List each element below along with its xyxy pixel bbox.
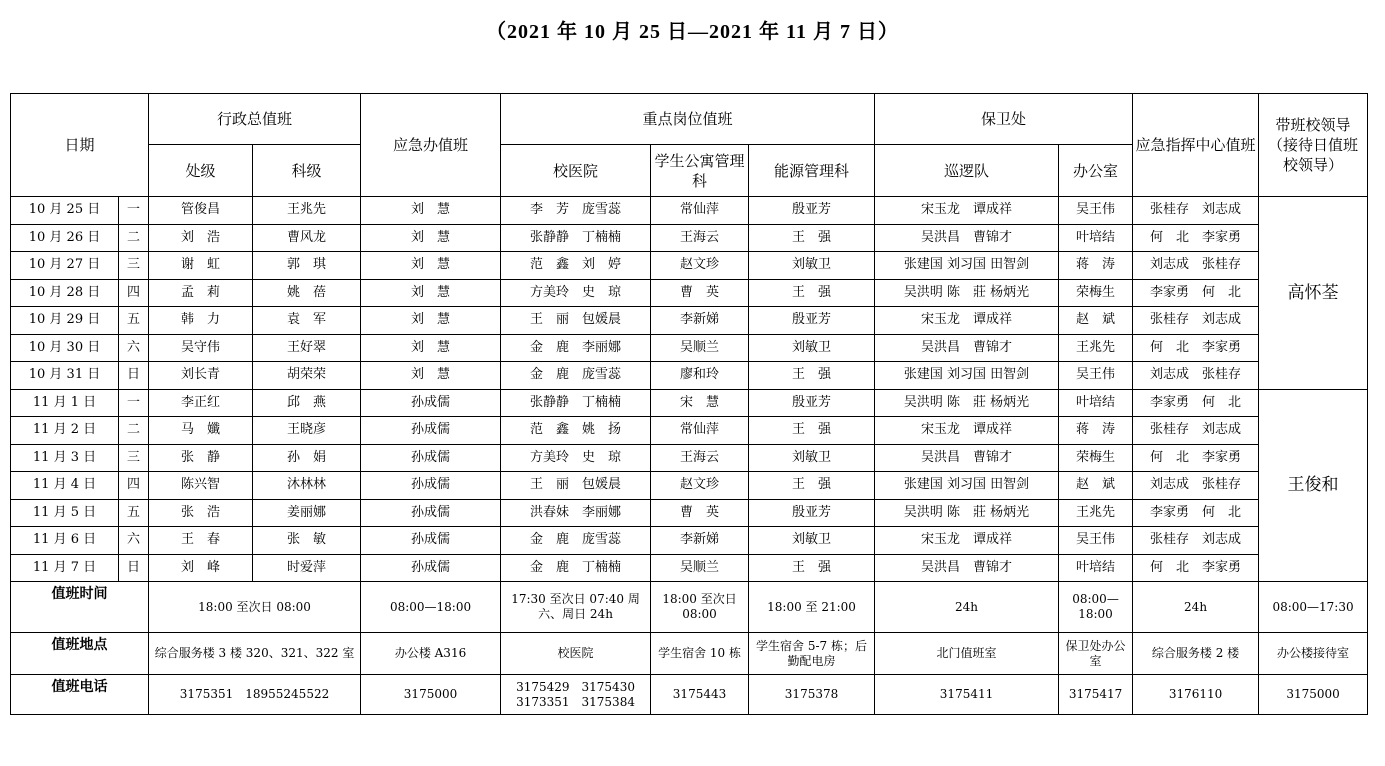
emergency-cell: 刘 慧	[361, 362, 501, 390]
admin-chu-cell: 陈兴智	[149, 472, 253, 500]
dorm-cell: 常仙萍	[651, 197, 749, 225]
patrol-cell: 张建国 刘习国 田智剑	[875, 472, 1059, 500]
energy-cell: 王 强	[749, 554, 875, 582]
footer-place-patrol: 北门值班室	[875, 633, 1059, 675]
table-row	[11, 197, 1368, 225]
admin-ke-cell: 王晓彦	[253, 417, 361, 445]
admin-chu-cell: 管俊昌	[149, 197, 253, 225]
admin-ke-cell: 王好翠	[253, 334, 361, 362]
patrol-cell: 吴洪明 陈 莊 杨炳光	[875, 279, 1059, 307]
admin-chu-cell: 孟 莉	[149, 279, 253, 307]
weekday-cell: 日	[119, 554, 149, 582]
dorm-cell: 曹 英	[651, 279, 749, 307]
footer-row-time	[11, 582, 1368, 633]
clinic-cell: 金 鹿 庞雪蕊	[501, 527, 651, 555]
admin-ke-cell: 张 敏	[253, 527, 361, 555]
date-cell: 10 月 29 日	[11, 307, 119, 335]
office-cell: 蒋 涛	[1059, 252, 1133, 280]
admin-ke-cell: 袁 军	[253, 307, 361, 335]
footer-phone-office: 3175417	[1059, 675, 1133, 715]
emergency-cell: 孙成儒	[361, 527, 501, 555]
patrol-cell: 吴洪明 陈 莊 杨炳光	[875, 499, 1059, 527]
footer-time-patrol: 24h	[875, 582, 1059, 633]
patrol-cell: 宋玉龙 谭成祥	[875, 197, 1059, 225]
patrol-cell: 张建国 刘习国 田智剑	[875, 252, 1059, 280]
footer-place-label: 值班地点	[11, 633, 149, 675]
emergency-cell: 刘 慧	[361, 197, 501, 225]
command-cell: 刘志成 张桂存	[1133, 362, 1259, 390]
emergency-cell: 刘 慧	[361, 279, 501, 307]
header-key-post-group: 重点岗位值班	[501, 94, 875, 145]
date-cell: 11 月 6 日	[11, 527, 119, 555]
office-cell: 叶培结	[1059, 554, 1133, 582]
table-row	[11, 334, 1368, 362]
footer-phone-leader: 3175000	[1259, 675, 1368, 715]
emergency-cell: 刘 慧	[361, 307, 501, 335]
command-cell: 李家勇 何 北	[1133, 499, 1259, 527]
command-cell: 李家勇 何 北	[1133, 279, 1259, 307]
command-cell: 何 北 李家勇	[1133, 224, 1259, 252]
footer-time-energy: 18:00 至 21:00	[749, 582, 875, 633]
admin-chu-cell: 张 静	[149, 444, 253, 472]
weekday-cell: 四	[119, 472, 149, 500]
dorm-cell: 王海云	[651, 444, 749, 472]
emergency-cell: 刘 慧	[361, 252, 501, 280]
command-cell: 刘志成 张桂存	[1133, 472, 1259, 500]
patrol-cell: 吴洪昌 曹锦才	[875, 554, 1059, 582]
admin-chu-cell: 刘 峰	[149, 554, 253, 582]
energy-cell: 殷亚芳	[749, 389, 875, 417]
date-cell: 11 月 3 日	[11, 444, 119, 472]
command-cell: 何 北 李家勇	[1133, 554, 1259, 582]
footer-place-energy: 学生宿舍 5-7 栋；后勤配电房	[749, 633, 875, 675]
energy-cell: 王 强	[749, 472, 875, 500]
weekday-cell: 一	[119, 197, 149, 225]
emergency-cell: 孙成儒	[361, 389, 501, 417]
office-cell: 荣梅生	[1059, 279, 1133, 307]
emergency-cell: 孙成儒	[361, 417, 501, 445]
weekday-cell: 日	[119, 362, 149, 390]
emergency-cell: 孙成儒	[361, 472, 501, 500]
admin-ke-cell: 邱 燕	[253, 389, 361, 417]
dorm-cell: 王海云	[651, 224, 749, 252]
office-cell: 赵 斌	[1059, 472, 1133, 500]
emergency-cell: 孙成儒	[361, 499, 501, 527]
weekday-cell: 六	[119, 334, 149, 362]
table-row	[11, 472, 1368, 500]
office-cell: 叶培结	[1059, 224, 1133, 252]
energy-cell: 殷亚芳	[749, 499, 875, 527]
table-row	[11, 252, 1368, 280]
footer-row-place	[11, 633, 1368, 675]
footer-phone-label: 值班电话	[11, 675, 149, 715]
dorm-cell: 吴顺兰	[651, 554, 749, 582]
weekday-cell: 五	[119, 499, 149, 527]
energy-cell: 王 强	[749, 417, 875, 445]
footer-time-label: 值班时间	[11, 582, 149, 633]
date-cell: 11 月 7 日	[11, 554, 119, 582]
admin-chu-cell: 吴守伟	[149, 334, 253, 362]
table-row	[11, 224, 1368, 252]
footer-time-admin: 18:00 至次日 08:00	[149, 582, 361, 633]
weekday-cell: 一	[119, 389, 149, 417]
admin-chu-cell: 张 浩	[149, 499, 253, 527]
admin-ke-cell: 曹风龙	[253, 224, 361, 252]
table-row	[11, 527, 1368, 555]
footer-time-clinic: 17:30 至次日 07:40 周六、周日 24h	[501, 582, 651, 633]
footer-time-dorm: 18:00 至次日 08:00	[651, 582, 749, 633]
admin-chu-cell: 谢 虹	[149, 252, 253, 280]
energy-cell: 王 强	[749, 279, 875, 307]
command-cell: 刘志成 张桂存	[1133, 252, 1259, 280]
footer-place-clinic: 校医院	[501, 633, 651, 675]
table-row	[11, 444, 1368, 472]
clinic-cell: 金 鹿 丁楠楠	[501, 554, 651, 582]
date-cell: 11 月 4 日	[11, 472, 119, 500]
energy-cell: 王 强	[749, 224, 875, 252]
footer-phone-patrol: 3175411	[875, 675, 1059, 715]
header-security-group: 保卫处	[875, 94, 1133, 145]
duty-schedule-table	[10, 93, 1368, 715]
clinic-cell: 王 丽 包媛晨	[501, 307, 651, 335]
dorm-cell: 廖和玲	[651, 362, 749, 390]
command-cell: 张桂存 刘志成	[1133, 417, 1259, 445]
weekday-cell: 六	[119, 527, 149, 555]
header-admin-chu: 处级	[149, 145, 253, 197]
header-school-leader: 带班校领导（接待日值班校领导）	[1259, 94, 1368, 197]
clinic-cell: 范 鑫 刘 婷	[501, 252, 651, 280]
dorm-cell: 李新娣	[651, 307, 749, 335]
clinic-cell: 李 芳 庞雪蕊	[501, 197, 651, 225]
date-cell: 10 月 26 日	[11, 224, 119, 252]
table-row	[11, 417, 1368, 445]
date-cell: 10 月 27 日	[11, 252, 119, 280]
footer-phone-emergency: 3175000	[361, 675, 501, 715]
office-cell: 蒋 涛	[1059, 417, 1133, 445]
energy-cell: 刘敏卫	[749, 444, 875, 472]
footer-time-office: 08:00—18:00	[1059, 582, 1133, 633]
header-admin-group: 行政总值班	[149, 94, 361, 145]
command-cell: 李家勇 何 北	[1133, 389, 1259, 417]
energy-cell: 王 强	[749, 362, 875, 390]
command-cell: 张桂存 刘志成	[1133, 527, 1259, 555]
clinic-cell: 张静静 丁楠楠	[501, 224, 651, 252]
table-row	[11, 554, 1368, 582]
footer-phone-energy: 3175378	[749, 675, 875, 715]
footer-phone-command: 3176110	[1133, 675, 1259, 715]
header-office: 办公室	[1059, 145, 1133, 197]
patrol-cell: 张建国 刘习国 田智剑	[875, 362, 1059, 390]
dorm-cell: 赵文珍	[651, 252, 749, 280]
emergency-cell: 刘 慧	[361, 334, 501, 362]
dorm-cell: 曹 英	[651, 499, 749, 527]
energy-cell: 刘敏卫	[749, 252, 875, 280]
clinic-cell: 洪春妹 李丽娜	[501, 499, 651, 527]
admin-chu-cell: 刘长青	[149, 362, 253, 390]
clinic-cell: 金 鹿 庞雪蕊	[501, 362, 651, 390]
office-cell: 吴王伟	[1059, 527, 1133, 555]
header-command-center: 应急指挥中心值班	[1133, 94, 1259, 197]
header-dorm: 学生公寓管理科	[651, 145, 749, 197]
weekday-cell: 二	[119, 417, 149, 445]
date-cell: 11 月 5 日	[11, 499, 119, 527]
command-cell: 何 北 李家勇	[1133, 334, 1259, 362]
admin-chu-cell: 王 春	[149, 527, 253, 555]
clinic-cell: 范 鑫 姚 扬	[501, 417, 651, 445]
footer-place-leader: 办公楼接待室	[1259, 633, 1368, 675]
command-cell: 张桂存 刘志成	[1133, 197, 1259, 225]
patrol-cell: 宋玉龙 谭成祥	[875, 307, 1059, 335]
school-leader-week1: 高怀荃	[1259, 197, 1368, 390]
patrol-cell: 吴洪昌 曹锦才	[875, 224, 1059, 252]
weekday-cell: 五	[119, 307, 149, 335]
office-cell: 吴王伟	[1059, 362, 1133, 390]
office-cell: 荣梅生	[1059, 444, 1133, 472]
patrol-cell: 吴洪明 陈 莊 杨炳光	[875, 389, 1059, 417]
footer-phone-admin: 3175351 18955245522	[149, 675, 361, 715]
table-row	[11, 362, 1368, 390]
footer-phone-dorm: 3175443	[651, 675, 749, 715]
footer-time-leader: 08:00—17:30	[1259, 582, 1368, 633]
office-cell: 王兆先	[1059, 499, 1133, 527]
header-admin-ke: 科级	[253, 145, 361, 197]
command-cell: 张桂存 刘志成	[1133, 307, 1259, 335]
page-title: （2021 年 10 月 25 日—2021 年 11 月 7 日）	[486, 21, 899, 43]
weekday-cell: 三	[119, 444, 149, 472]
admin-chu-cell: 李正红	[149, 389, 253, 417]
header-patrol: 巡逻队	[875, 145, 1059, 197]
footer-place-office: 保卫处办公室	[1059, 633, 1133, 675]
footer-time-emergency: 08:00—18:00	[361, 582, 501, 633]
emergency-cell: 孙成儒	[361, 554, 501, 582]
emergency-cell: 孙成儒	[361, 444, 501, 472]
date-cell: 11 月 1 日	[11, 389, 119, 417]
table-row	[11, 307, 1368, 335]
table-row	[11, 499, 1368, 527]
footer-phone-clinic: 3175429 3175430 3173351 3175384	[501, 675, 651, 715]
admin-chu-cell: 韩 力	[149, 307, 253, 335]
office-cell: 赵 斌	[1059, 307, 1133, 335]
admin-ke-cell: 姚 蓓	[253, 279, 361, 307]
emergency-cell: 刘 慧	[361, 224, 501, 252]
dorm-cell: 宋 慧	[651, 389, 749, 417]
admin-ke-cell: 姜丽娜	[253, 499, 361, 527]
clinic-cell: 方美玲 史 琼	[501, 279, 651, 307]
table-row	[11, 279, 1368, 307]
footer-place-dorm: 学生宿舍 10 栋	[651, 633, 749, 675]
date-cell: 10 月 25 日	[11, 197, 119, 225]
admin-ke-cell: 时爱萍	[253, 554, 361, 582]
admin-ke-cell: 胡荣荣	[253, 362, 361, 390]
dorm-cell: 赵文珍	[651, 472, 749, 500]
table-row	[11, 389, 1368, 417]
clinic-cell: 金 鹿 李丽娜	[501, 334, 651, 362]
school-leader-week2: 王俊和	[1259, 389, 1368, 582]
header-emergency-office: 应急办值班	[361, 94, 501, 197]
energy-cell: 刘敏卫	[749, 334, 875, 362]
footer-row-phone	[11, 675, 1368, 715]
office-cell: 叶培结	[1059, 389, 1133, 417]
patrol-cell: 吴洪昌 曹锦才	[875, 444, 1059, 472]
admin-ke-cell: 孙 娟	[253, 444, 361, 472]
admin-ke-cell: 王兆先	[253, 197, 361, 225]
footer-place-command: 综合服务楼 2 楼	[1133, 633, 1259, 675]
footer-place-admin: 综合服务楼 3 楼 320、321、322 室	[149, 633, 361, 675]
footer-time-command: 24h	[1133, 582, 1259, 633]
admin-chu-cell: 马 孅	[149, 417, 253, 445]
clinic-cell: 王 丽 包媛晨	[501, 472, 651, 500]
date-cell: 10 月 30 日	[11, 334, 119, 362]
admin-chu-cell: 刘 浩	[149, 224, 253, 252]
energy-cell: 殷亚芳	[749, 197, 875, 225]
header-energy: 能源管理科	[749, 145, 875, 197]
admin-ke-cell: 郭 琪	[253, 252, 361, 280]
header-date: 日期	[11, 94, 149, 197]
date-cell: 10 月 28 日	[11, 279, 119, 307]
dorm-cell: 吴顺兰	[651, 334, 749, 362]
weekday-cell: 四	[119, 279, 149, 307]
clinic-cell: 张静静 丁楠楠	[501, 389, 651, 417]
weekday-cell: 三	[119, 252, 149, 280]
dorm-cell: 李新娣	[651, 527, 749, 555]
office-cell: 王兆先	[1059, 334, 1133, 362]
date-cell: 10 月 31 日	[11, 362, 119, 390]
office-cell: 吴王伟	[1059, 197, 1133, 225]
footer-place-emergency: 办公楼 A316	[361, 633, 501, 675]
dorm-cell: 常仙萍	[651, 417, 749, 445]
weekday-cell: 二	[119, 224, 149, 252]
header-clinic: 校医院	[501, 145, 651, 197]
date-cell: 11 月 2 日	[11, 417, 119, 445]
energy-cell: 殷亚芳	[749, 307, 875, 335]
admin-ke-cell: 沐林林	[253, 472, 361, 500]
command-cell: 何 北 李家勇	[1133, 444, 1259, 472]
energy-cell: 刘敏卫	[749, 527, 875, 555]
patrol-cell: 宋玉龙 谭成祥	[875, 527, 1059, 555]
clinic-cell: 方美玲 史 琼	[501, 444, 651, 472]
patrol-cell: 吴洪昌 曹锦才	[875, 334, 1059, 362]
patrol-cell: 宋玉龙 谭成祥	[875, 417, 1059, 445]
